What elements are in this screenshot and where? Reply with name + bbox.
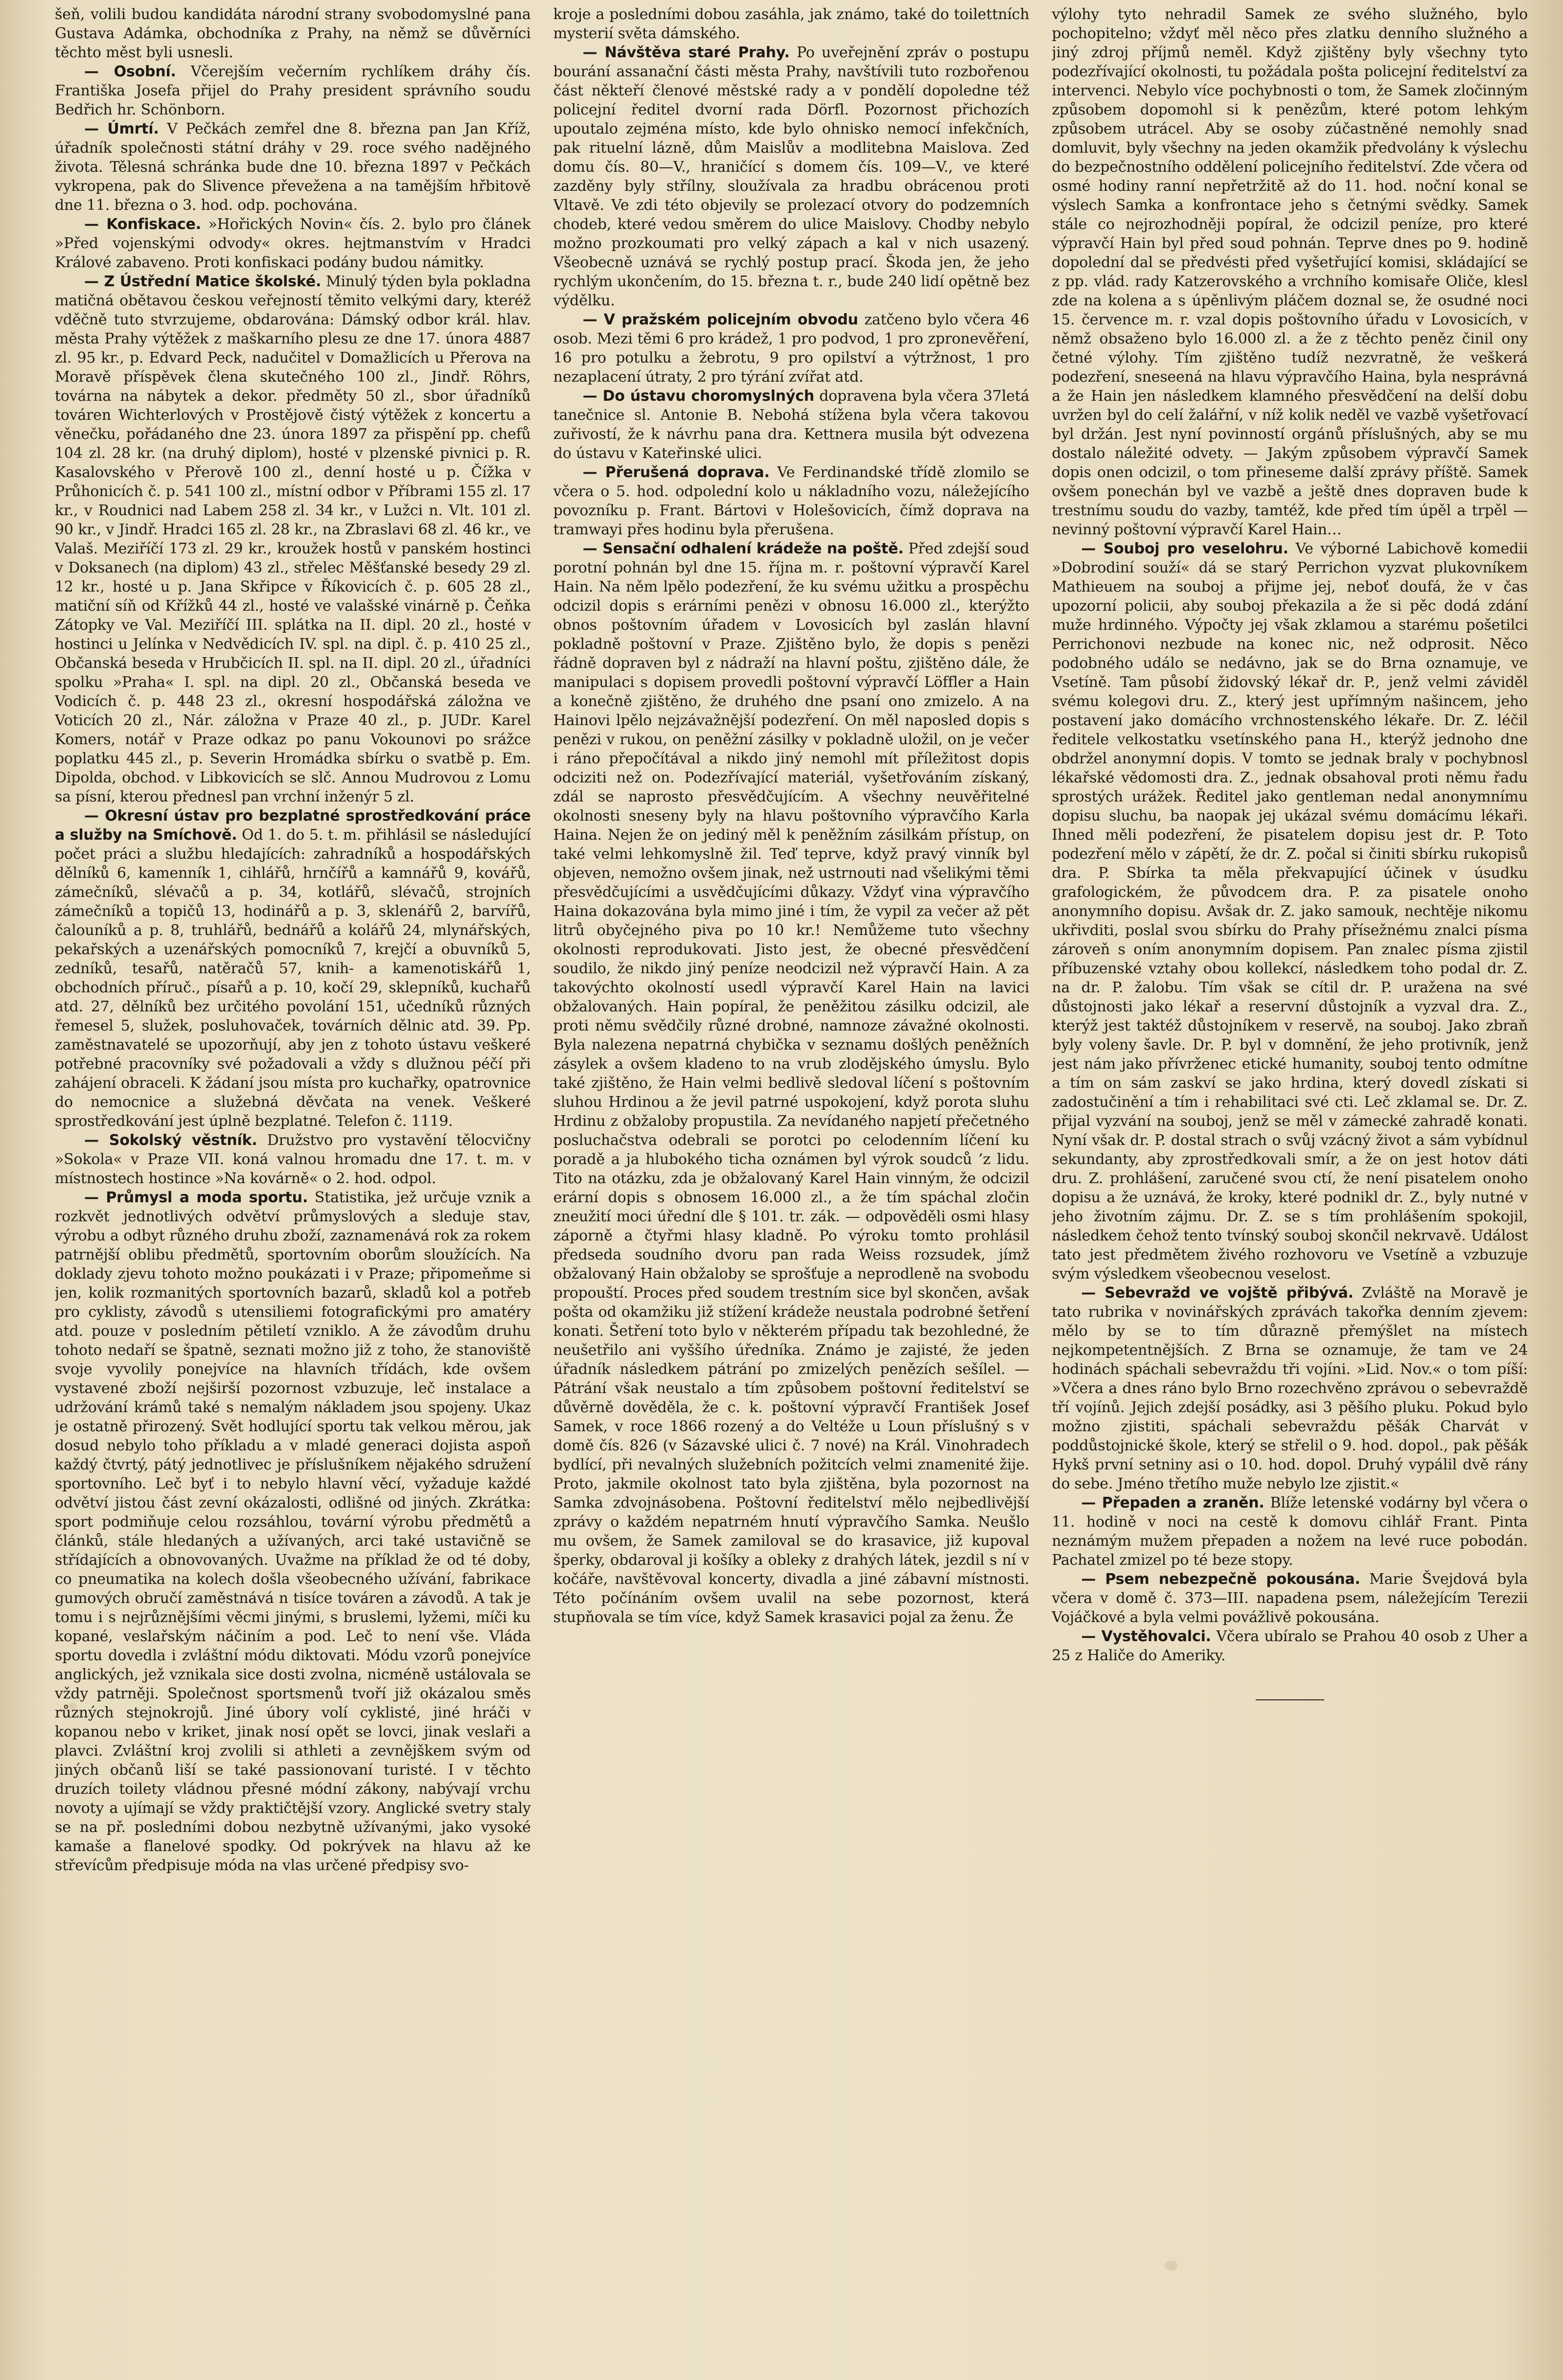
article-intro-continuation: šeň, volili budou kandidáta národní strany svobodomyslné pana Gustava Adámka, obchodníka z Prahy, na němž se důvěrníci těchto měst byli usnesli. (55, 6, 531, 61)
body-choromysl: dopravena byla včera 37letá tanečnice sl. Antonie B. Nebohá stížena byla včera takovou zuřivostí, že k návrhu pana dra. Kettnera musila být odvezena do ústavu v Kateřinské ulici. (553, 388, 1030, 462)
headline-prumysl: — Průmysl a moda sportu. (84, 1189, 308, 1206)
article-continuation: kroje a posledními dobou zasáhla, jak známo, také do toilettních mysterií světa dámského. (553, 6, 1030, 42)
body-sebevrazd: Zvláště na Moravě je tato rubrika v novinářských zprávách takořka denním zjevem: mělo by se to tím důrazně přemýšlet na místech nejkompetentnějších. Z Brna se oznamuje, že tam ve 24 hodinách spáchali sebevraždu tři vojíni. »Lid. Nov.« o tom píší: »Včera a dnes ráno bylo Brno rozechvěno zprávou o sebevraždě tří vojínů. Jejich zdejší posádky, asi 3 pěšího pluku. Pokud bylo možno zjistiti, spáchali sebevraždu pěšák Charvát v poddůstojnické škole, který se střelil o 9. hod. dopol., pak pěšák Hykš první setniny asi o 10. hod. dopol. Druhý vypálil dvě rány do sebe. Jméno třetího muže nebylo lze zjistit.« (1052, 1284, 1528, 1492)
article-matice (55, 272, 531, 806)
headline-osobni: — Osobní. (84, 63, 176, 80)
text-columns (55, 5, 1528, 2373)
headline-choromysl: — Do ústavu choromyslných (582, 388, 814, 405)
article-vystehovalci (1052, 1627, 1528, 1665)
body-souboj: Ve výborné Labichově komedii »Dobrodiní souží« dá se starý Perrichon vyzvat plukovníkem Mathieuem na souboj a přijme jej, neboť doufá, že v čas upozorní policii, aby souboj překazila a že si pěc dodá zdání muže hrdinného. Výpočty jej však zklamou a starému pošetilci Perrichonovi nezbude na konec nic, než odprosit. Něco podobného událo se nedávno, jak se do Brna oznamuje, ve Vsetíně. Tam působí židovský lékař dr. P., jenž velmi záviděl svému kolegovi dru. Z., který jest upřímným našincem, jeho postavení jako domácího vrchnostenského lékaře. Dr. Z. léčil ředitele velkostatku vsetínského pana H., kterýž jednoho dne obdržel anonymní dopis. V tomto se jednak braly v pochybnosl lékařské vědomosti dra. Z., jednak obsahoval proti němu řadu sprostých urážek. Ředitel jako gentleman nedal anonymnímu dopisu sluchu, ba naopak jej ukázal svému domácímu lékaři. Ihned měli podezření, že pisatelem dopisu jest dr. P. Toto podezření mělo v zápětí, že dr. Z. počal si činiti sbírku rukopisů dra. P. Sbírka ta měla překvapující účinek v úsudku grafologickém, že původcem dra. P. za pisatele onoho anonymního dopisu. Avšak dr. Z. jako samouk, nechtěje nikomu ukřivditi, poslal svou sbírku do Prahy přísežnému znalci písma zároveň s oním anonymním dopisem. Pan znalec písma zjistil příbuzenské vztahy obou kollekcí, následkem toho podal dr. Z. na dr. P. žalobu. Tím však se cítil dr. P. uražena na své důstojnosti jako lékař a reservní důstojník a vyzval dra. Z., kterýž jest taktéž důstojníkem v reservě, na souboj. Jako zbraň byly voleny šavle. Dr. P. byl v domnění, že jeho protivník, jenž jest nám jako přívrženec etické humanity, souboj tento odmítne a tím on sám zaskví se jako hrdina, který dovedl získati si zadostučinění a tím i rehabilitaci své cti. Leč zklamal se. Dr. Z. přijal vyzvání na souboj, jenž se měl v zámecké zahradě konati. Nyní však dr. P. dostal strach o svůj vzácný život a sám vybídnul sekundanty, aby zprostředkovali smír, a že on jest hotov dáti dru. Z. prohlášení, zaručené svou ctí, že není pisatelem onoho dopisu a že uznává, že kroky, které podnikl dr. Z., byly nutné v jeho životním zájmu. Dr. Z. se s tím prohlášením spokojil, následkem čehož tento tvínský souboj skončil nekrvavě. Událost tato jest předmětem živého rozhovoru ve Vsetíně a vzbuzuje svým výsledkem všeobecnou veselost. (1052, 540, 1528, 1282)
body-umrti: V Pečkách zemřel dne 8. března pan Jan Kříž, úřadník společnosti státní dráhy v 29. roce svého nadějného života. Tělesná schránka bude dne 10. března 1897 v Pečkách vykropena, pak do Slivence převežena a na tamějším hřbitově dne 11. března o 3. hod. odp. pochována. (55, 120, 531, 214)
body-vystehovalci: Včera ubíralo se Prahou 40 osob z Uher a 25 z Haliče do Ameriky. (1052, 1628, 1528, 1664)
headline-prepaden: — Přepaden a zraněn. (1081, 1494, 1264, 1511)
headline-policie: — V pražském policejním obvodu (582, 311, 858, 328)
article-souboj (1052, 539, 1528, 1283)
headline-souboj: — Souboj pro veselohru. (1081, 540, 1288, 557)
article-umrti (55, 119, 531, 215)
headline-navsteva: — Návštěva staré Prahy. (582, 44, 790, 61)
body-sensace: Před zdejší soud porotní pohnán byl dne 15. října m. r. poštovní výpravčí Karel Hain. Na něm lpělo podezření, že ku svému užitku a prospěchu odcizil dopis s erárními penězi v obnosu 16.000 zl., kterýžto obnos poštovním úřadem v Lovosicích byl zaslán hlavní pokladně poštovní v Praze. Zjištěno bylo, že dopis s penězi řádně dopraven byl z nádraží na hlavní poštu, zjištěno dále, že manipulaci s dopisem provedli poštovní výpravčí Löffler a Hain a konečně zjištěno, že druhého dne psaní ono zmizelo. A na Hainovi lpělo nejzávažnější podezření. On měl naposled dopis s penězi v rukou, on peněžní zásilky v pokladně uložil, on je večer i ráno přepočítával a nikdo jiný nemohl mít příležitost dopis odciziti než on. Podezřívající materiál, vyšetřováním získaný, zdál se naprosto přesvědčujícím. A všechny neuvěřitelné okolnosti sneseny byly na hlavu poštovního výpravčího Karla Haina. Nejen že on jediný měl k peněžním zásilkám přístup, on také velmi lehkomyslně žil. Teď teprve, když pravý vinník byl objeven, nemožno ovšem jinak, než ustrnouti nad všelikými těmi přesvědčujícími a usvědčujícími důkazy. Vždyť vina výpravčího Haina dokazována byla mimo jiné i tím, že vypil za večer až pět litrů obyčejného piva po 10 kr.! Nemůžeme tuto všechny okolnosti reprodukovati. Jisto jest, že obecné přesvědčení soudilo, že nikdo jiný peníze neodcizil než výpravčí Hain. A za takovýchto okolností usedl výpravčí Karel Hain na lavici obžalovaných. Hain popíral, že peněžitou zásilku odcizil, ale proti němu svědčily různé drobné, namnoze závažné okolnosti. Byla nalezena nepatrná chybička v seznamu došlých peněžních zásylek a ovšem kladeno to na vrub zlodějského úmyslu. Bylo také zjištěno, že Hain velmi bedlivě sledoval líčení s poštovním sluhou Hrdinou a že jevil patrné uspokojení, když porota sluhu Hrdinu z obžaloby propustila. Za nevídaného napjetí přečetného posluchačstva odebrali se porotci po celodenním líčení ku poradě a ja hlubokého ticha oznámen byl výrok soudců ’z lidu. Tito na otázku, zda je obžalovaný Karel Hain vinným, že odcizil erární dopis s obnosem 16.000 zl., a že tím spáchal zločin zneužití moci úřední dle § 101. tr. zák. — odpověděli osmi hlasy záporně a čtyřmi hlasy kladně. Po výroku tomto prohlásil předseda soudního dvoru pan rada Weiss rozsudek, jímž obžalovaný Hain obžaloby se sprošťuje a neprodleně na svobodu propouští. Proces před soudem trestním sice byl skončen, avšak pošta od okamžiku již stížení krádeže neustala podrobné šetření konati. Šetření toto bylo v některém případu tak bezohledné, že neušetřilo ani vyššího úředníka. Známo je zajisté, že jeden úřadník následkem pátrání po zmizelých penězích sešílel. — Pátrání však neustalo a tím způsobem poštovní ředitelství se důvěrně dověděla, že c. k. poštovní výpravčí František Josef Samek, v roce 1866 rozený a do Veltéže u Loun příslušný s v domě čís. 826 (v Sázavské ulici č. 7 nové) na Král. Vinohradech bydlící, při nevalných služebních požitcích velmi znamenité žije. Proto, jakmile okolnost tato byla zjištěna, byla pozornost na Samka zdvojnásobena. Poštovní ředitelství mělo nejbedlivější zprávy o každém nepatrném hnutí výpravčího Samka. Neušlo mu ovšem, že Samek zamiloval se do krasavice, již kupoval šperky, obdaroval ji košíky a obleky z drahých látek, jezdil s ní v kočáře, navštěvoval koncerty, divadla a jiné zábavní místnosti. Této počínáním ovšem uvalil na sebe pozornost, která stupňovala se tím více, když Samek krasavici pojal za ženu. Že (553, 540, 1030, 1626)
body-doprava: Ve Ferdinandské třídě zlomilo se včera o 5. hod. odpolední kolo u nákladního vozu, náležejícího povozníku p. Frant. Bártovi v Holešovicích, čímž doprava na tramwayi přes hodinu byla přerušena. (553, 464, 1030, 538)
article-policie (553, 310, 1030, 387)
article-continuation: výlohy tyto nehradil Samek ze svého služného, bylo pochopitelno; vždyť měl něco přes zlatku denního služného a jiný zdroj příjmů neměl. Když zjištěny byly všechny tyto podezřívající okolnosti, tu požádala pošta policejní ředitelství za intervenci. Nebylo více pochybnosti o tom, že Samek zločinným způsobem dopomohl si k penězům, které potom lehkým způsobem utrácel. Aby se osoby zúčastněné nemohly snad domluvit, byly všechny na jeden okamžik předvolány k výslechu do bezpečnostního oddělení policejního ředitelství. Zde včera od osmé hodiny ranní nepřetržitě až do 11. hod. noční konal se výslech Samka a konfrontace jeho s četnými svědky. Samek stále co nejrozhodněji popíral, že odcizil peníze, pro které výpravčí Hain byl před soud pohnán. Teprve dnes po 9. hodině dopolední dal se předvésti před vyšetřující komisi, skládající se z pp. vlád. rady Katzerovského a vrchního komisaře Oliče, klesl zde na kolena a s úpěnlivým pláčem doznal se, že osudné noci 15. července m. r. vzal dopis poštovního úřadu v Lovosicích, v němž obsaženo bylo 16.000 zl. a že z těchto peněz činil ony četné výlohy. Tím zjištěno tudíž nezvratně, že veškerá podezření, sneseená na hlavu výpravčího Haina, byla nesprávná a že Hain jen následkem klamného přesvědčení na delší dobu uvržen byl do celí žalářní, v níž kolik neděl ve vazbě vyšetřovací byl držán. Jest nyní povinností orgánů příslušných, aby se mu dostalo náležité odvety. — Jakým způsobem výpravčí Samek dopis onen odcizil, o tom přineseme další zprávy příště. Samek ovšem ponechán byl ve vazbě a ještě dnes dopraven bude k trestnímu soudu do vazby, tamtéž, kde před tím úpěl a trpěl — nevinný poštovní výpravčí Karel Hain… (1052, 6, 1528, 538)
body-navsteva: Po uveřejnění zpráv o postupu bourání assanační části města Prahy, navštívili tuto rozbořenou část někteří členové městské rady a v pondělí dopoledne též policejní ředitel dvorní rada Dörfl. Pozornost přichozích upoutalo zejména místo, kde bylo ohnisko nemocí infekčních, pak rituelní lázně, dům Maislův a modlitebna Maislova. Zeď domu čís. 80—V., hraničící s domem čís. 109—V., ve které zazděny byly střílny, sloužívala za hradbu obrácenou proti Vltavě. Ve zdi této objevily se prolezací otvory do podzemních chodeb, které vedou směrem do ulice Maislovy. Chodby nebylo možno prozkoumati pro velký zápach a kal v nich usazený. Všeobecně uznává se rychlý postup prací. Škoda jen, že jeho rychlým ukončením, do 15. března t. r., bude 240 lidí opětně bez výdělku. (553, 44, 1030, 309)
article-sebevrazd (1052, 1283, 1528, 1493)
article-konfiskace (55, 215, 531, 272)
column-1 (55, 5, 531, 2373)
column-2 (553, 5, 1030, 2373)
column-3 (1052, 5, 1528, 2373)
article-sensace (553, 539, 1030, 1627)
article-sokol (55, 1131, 531, 1188)
headline-sokol: — Sokolský věstník. (84, 1132, 257, 1149)
headline-sensace: — Sensační odhalení krádeže na poště. (582, 540, 904, 557)
body-osobni: Včerejším večerním rychlíkem dráhy čís. Františka Josefa přijel do Prahy president správního soudu Bedřich hr. Schönborn. (55, 63, 531, 118)
article-navsteva (553, 43, 1030, 310)
body-matice: Minulý týden byla pokladna matičná obětavou českou veřejností těmito velkými dary, kteréž vděčně tuto stvrzujeme, obdarována: Dámský odbor král. hlav. města Prahy výtěžek z maškarního plesu ze dne 17. února 4887 zl. 95 kr., p. Edvard Peck, nadučitel v Domažlicích u Přerova na Moravě příspěvek člena skutečného 100 zl., Jindř. Röhrs, továrna na nábytek a dekor. předměty 50 zl., sbor úřadníků továren Wichterlových v Prostějově čistý výtěžek z koncertu a věnečku, pořádaného dne 23. února 1897 za přispění pp. chefů 104 zl. 28 kr. (na druhý diplom), hosté v plzenské pivnici p. R. Kasalovského v Přerově 100 zl., denní hosté u p. Čížka v Průhonicích č. p. 541 100 zl., místní odbor v Příbrami 155 zl. 17 kr., v Roudnici nad Labem 258 zl. 34 kr., v Lužci n. Vlt. 101 zl. 90 kr., v Jindř. Hradci 165 zl. 28 kr., na Zbraslavi 68 zl. 46 kr., ve Valaš. Meziříčí 173 zl. 29 kr., kroužek hostů v panském hostinci v Doksanech (na diplom) 43 zl., střelec Měšťanské besedy 29 zl. 12 kr., hosté u p. Jana Skřipce v Říkovicích č. p. 605 28 zl., matiční síň od Křížků 44 zl., hosté ve valašské vinárně p. Čeňka Zátopky ve Val. Meziříčí III. splátka na II. dipl. 20 zl., hosté v hostinci u Jelínka v Nedvědicích IV. spl. na dipl. č. p. 410 25 zl., Občanská beseda v Hrubčicích II. spl. na II. dipl. 20 zl., úřadníci spolku »Praha« I. spl. na dipl. 20 zl., Občanská beseda ve Vodicích č. p. 448 23 zl., okresní hospodářská záložna ve Voticích 20 zl., Nár. záložna v Praze 40 zl., p. JUDr. Karel Komers, notář v Praze odkaz po panu Vokounovi po srážce poplatku 445 zl., p. Severin Hromádka sbírku o svatbě p. Em. Dipolda, obchod. v Libkovicích se slč. Annou Mudrovou z Lomu sa písní, kterou přednesl pan vrchní inženýr 5 zl. (55, 273, 531, 805)
headline-doprava: — Přerušená doprava. (582, 464, 770, 481)
headline-konfiskace: — Konfiskace. (84, 216, 201, 233)
headline-sebevrazd: — Sebevražd ve vojště přibývá. (1081, 1284, 1354, 1302)
article-doprava (553, 463, 1030, 539)
body-sokol: Družstvo pro vystavění tělocvičny »Sokola« v Praze VII. koná valnou hromadu dne 17. t. m. v místnostech hostince »Na kovárně« o 2. hod. odpol. (55, 1132, 531, 1187)
section-end-rule (1256, 1699, 1324, 1700)
article-psem (1052, 1570, 1528, 1627)
body-prumysl: Statistika, jež určuje vznik a rozkvět jednotlivých odvětví průmyslových a sleduje stav, výrobu a odbyt různého druhu zboží, zaznamenává rok za rokem patrnější oblibu předmětů, sportovním oborům sloužících. Na doklady zjevu tohoto možno poukázati i v Praze; připomeňme si jen, kolik rozmanitých sportovních bazarů, skladů kol a potřeb pro cyklisty, závodů s utensiliemi fotografickými pro amatéry atd. pouze v posledním pětiletí vzniklo. A že závodům druhu tohoto nedaří se špatně, seznati možno již z toho, že stanoviště svoje vyvolily ponejvíce na hlavních třídách, kde ovšem vystavené zboží nejširší pozornost vzbuzuje, leč instalace a udržování krámů také s nemalým nákladem jsou spojeny. Ukaz je ostatně přirozený. Svět hodlující sportu tak velkou měrou, jak dosud nebylo toho příkladu a v mladé generaci dojista aspoň každý čtvrtý, pátý jednotlivec je příslušníkem nějakého sdružení sportovního. Leč byť i to nebylo hlavní věcí, vyžaduje každé odvětví jistou část zevní okázalosti, odlišné od jiných. Zkrátka: sport podmiňuje celou rozsáhlou, tovární výrobu předmětů a článků, stále hledaných a užívaných, arci také ustavičně se střídajících a obnovovaných. Uvažme na příklad že od té doby, co pneumatika na kolech došla všeobecného užívání, fabrikace gumových obručí zaměstnává n tisíce továren a závodů. A tak je tomu i s nejrůznějšími věcmi jinými, s bruslemi, lyžemi, míči ku kopané, veslařským náčiním a pod. Leč to není vše. Vláda sportu dovedla i zvláštní módu diktovati. Módu vzorů ponejvíce anglických, jež vznikala sice dosti zvolna, nicméně ustálovala se vždy patrněji. Společnost sportsmenů tvoří již okázalou směs různých stejnokrojů. Jiné úbory volí cyklisté, jiné hráči v kopanou nebo v kriket, jinak nosí opět se lovci, jinak veslaři a plavci. Zvláštní kroj zvolili si athleti a zevnějškem svým od jiných občanů liší se také passionovaní turisté. I v těchto druzích toilety vládnou přesné módní zákony, nabývají vrchu novoty a ujímají se vždy praktičtější vzory. Anglické svetry staly se na př. posledními dobou nezbytně užívanými, jako vysoké kamaše a flanelové spodky. Od pokrývek na hlavu až ke střevícům předpisuje móda na vlas určené předpisy svo- (55, 1189, 531, 1874)
article-choromysl (553, 387, 1030, 463)
headline-umrti: — Úmrtí. (84, 120, 159, 137)
body-psem: Marie Švejdová byla včera v domě č. 373—III. napadena psem, náležejícím Terezii Vojáčkové a byla velmi povážlivě pokousána. (1052, 1571, 1528, 1626)
article-prumysl (55, 1188, 531, 1875)
article-ustav (55, 806, 531, 1131)
article-prepaden (1052, 1493, 1528, 1570)
body-prepaden: Blíže letenské vodárny byl včera o 11. hodině v noci na cestě k domovu cihlář Frant. Pinta neznámým mužem přepaden a nožem na levé ruce pobodán. Pachatel zmizel po té beze stopy. (1052, 1494, 1528, 1569)
headline-ustav: — Okresní ústav pro bezplatné sprostředkování práce a služby na Smíchově. (55, 807, 531, 844)
headline-matice: — Z Ústřední Matice školské. (84, 273, 322, 290)
body-policie: zatčeno bylo včera 46 osob. Mezi těmi 6 pro krádež, 1 pro podvod, 1 pro zpronevěření, 16 pro potulku a žebrotu, 9 pro opilství a výtržnost, 1 pro nezaplacení útraty, 2 pro týrání zvířat atd. (553, 311, 1030, 386)
headline-vystehovalci: — Vystěhovalci. (1081, 1628, 1211, 1645)
article-osobni (55, 62, 531, 119)
body-konfiskace: »Hořických Novin« čís. 2. bylo pro článek »Před vojenskými odvody« okres. hejtmanstvím v Hradci Králové zabaveno. Proti konfiskaci podány budou námitky. (55, 216, 531, 271)
body-ustav: Od 1. do 5. t. m. přihlásil se následující počet práci a službu hledajících: zahradníků a hospodářských dělníků 6, kamenník 1, cihlářů, hrnčířů a kamnářů 9, kovářů, zámečníků, slévačů a p. 34, kotlářů, slévačů, strojních zámečníků a topičů 13, hodinářů a p. 3, sklenářů 2, barvířů, čalouníků a p. 8, truhlářů, bednářů a kolářů 24, mlynářských, pekařských a uzenářských pomocníků 7, krejčí a obuvníků 5, zedníků, tesařů, natěračů 57, knih- a kamenotiskářů 1, obchodních příruč., písařů a p. 10, kočí 29, sklepníků, kuchařů atd. 27, dělníků bez určitého povolání 151, učedníků různých řemesel 5, služek, posluhovaček, továrních dělnic atd. 39. Pp. zaměstnavatelé se upozorňují, aby jen z tohoto ústavu veškeré potřebné pracovníky své požadovali a vždy s dlužnou péčí při zahájení obraceli. K žádaní jsou místa pro kuchařky, opatrovnice do nemocnice a služebná děvčata na venek. Veškeré sprostředkování jest úplně bezplatné. Telefon č. 1119. (55, 826, 531, 1130)
headline-psem: — Psem nebezpečně pokousána. (1081, 1571, 1360, 1588)
